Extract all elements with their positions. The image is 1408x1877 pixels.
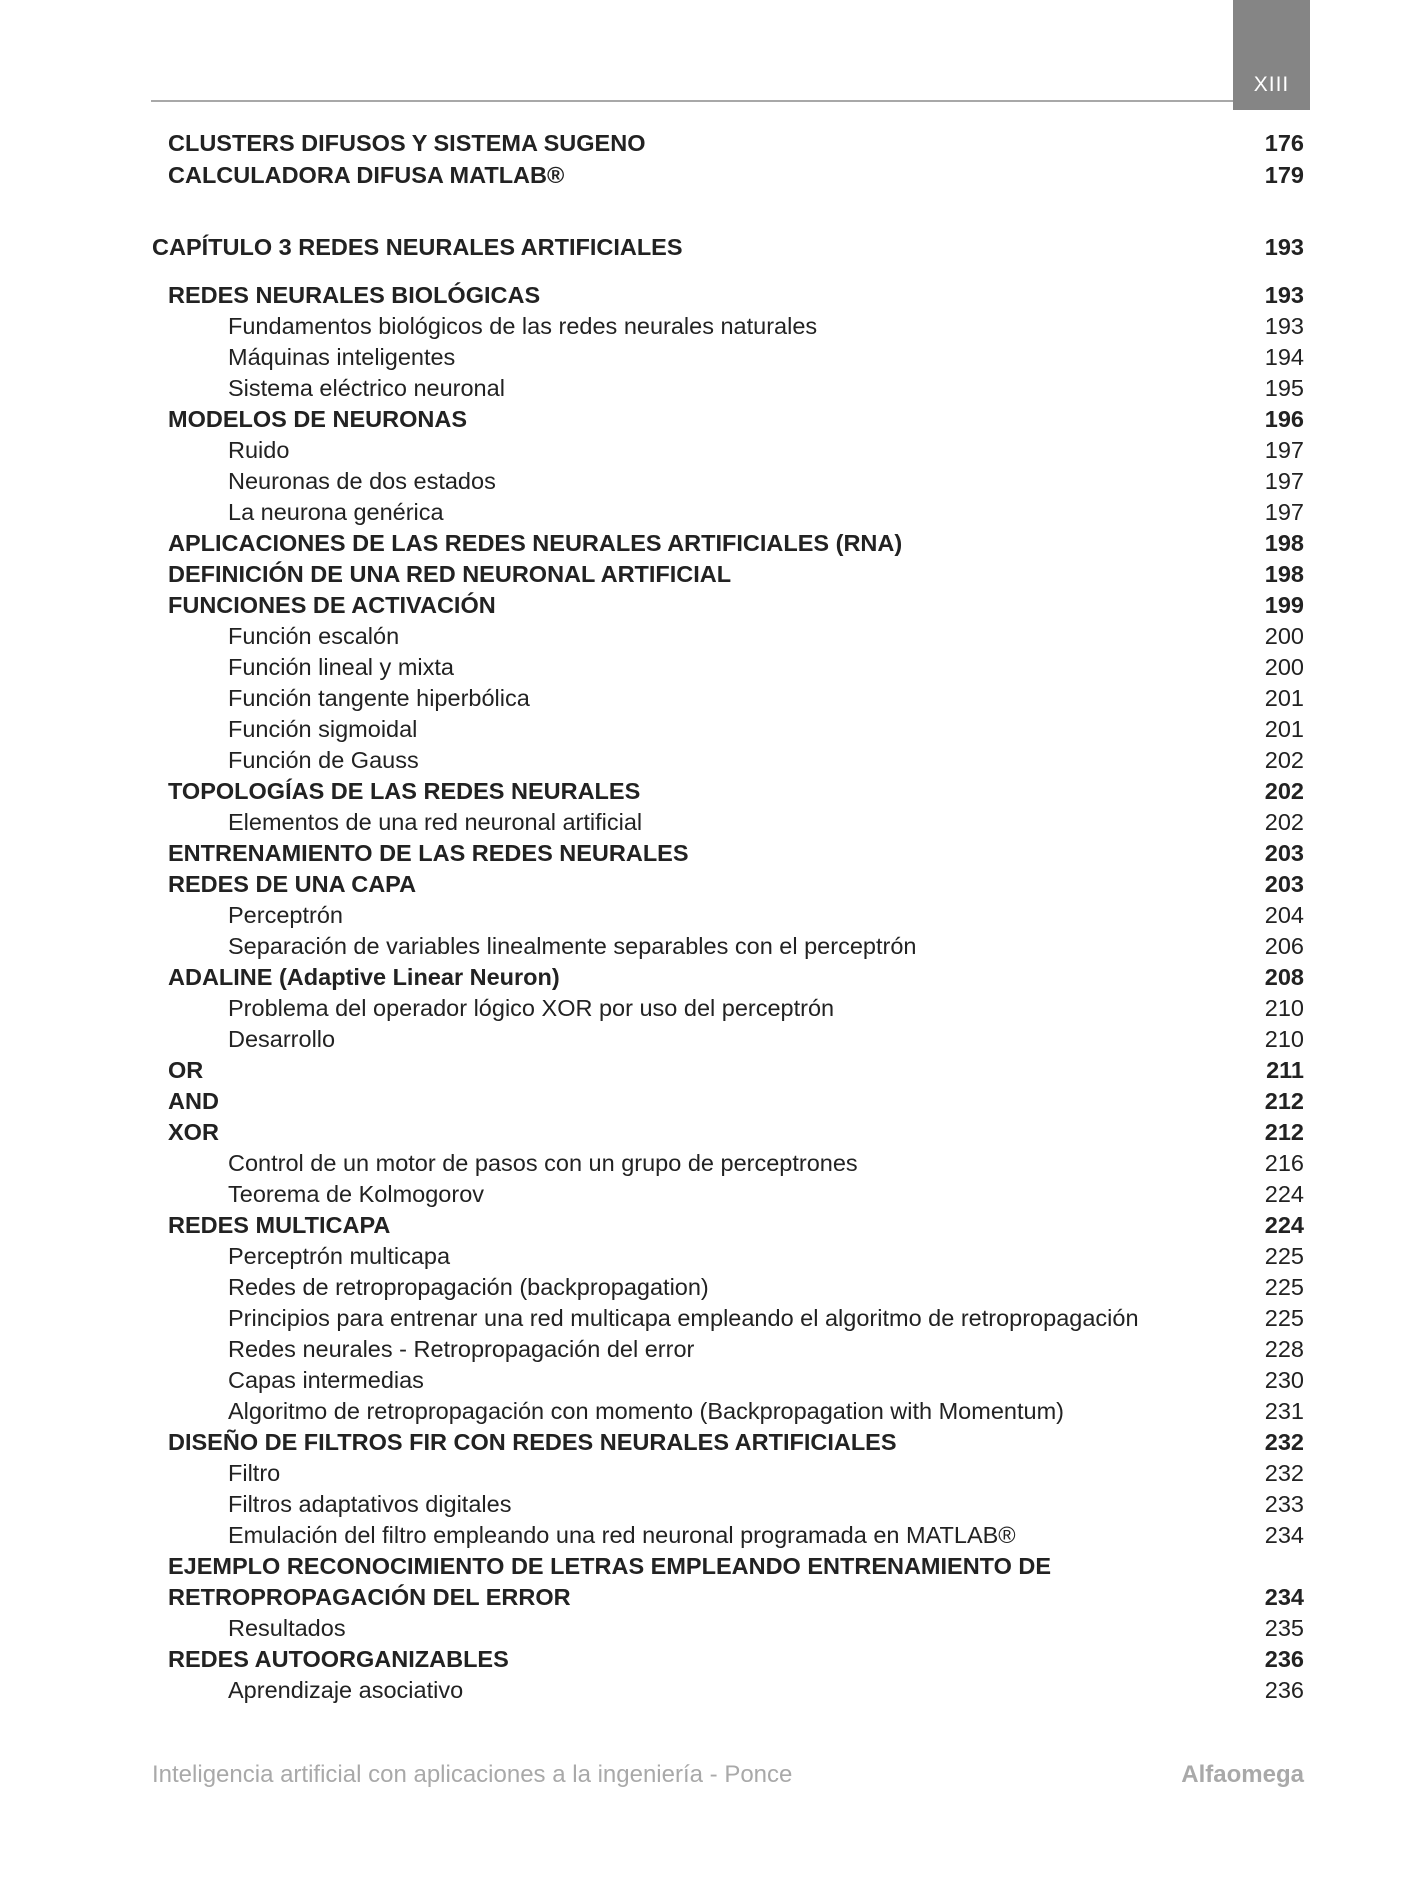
toc-entry-page: 200	[1264, 654, 1304, 680]
toc-entry-page: 197	[1264, 437, 1304, 463]
toc-entry-title: Perceptrón	[228, 902, 343, 928]
toc-entry-title: Ruido	[228, 437, 290, 463]
toc-entry-page: 224	[1264, 1181, 1304, 1207]
toc-entry	[0, 1458, 1408, 1489]
toc-entry-title: Fundamentos biológicos de las redes neurales naturales	[228, 313, 818, 339]
toc-entry-title: Control de un motor de pasos con un grupo de perceptrones	[228, 1150, 858, 1176]
toc-entry-page: 234	[1264, 1584, 1304, 1610]
toc-entry-page: 193	[1264, 282, 1304, 308]
toc-entry-title: REDES DE UNA CAPA	[168, 871, 417, 897]
toc-entry-page: 195	[1264, 375, 1304, 401]
toc-entry-title: REDES MULTICAPA	[168, 1212, 391, 1238]
toc-entry-page: 193	[1264, 313, 1304, 339]
toc-entry-page: 225	[1264, 1243, 1304, 1269]
toc-entry	[0, 1396, 1408, 1427]
toc-entry-page: 211	[1266, 1057, 1304, 1083]
toc-entry-page: 198	[1264, 561, 1304, 587]
toc-entry	[0, 1272, 1408, 1303]
toc-entry	[0, 838, 1408, 869]
toc-entry-title: REDES AUTOORGANIZABLES	[168, 1646, 509, 1672]
toc-entry-title: Perceptrón multicapa	[228, 1243, 451, 1269]
toc-entry-page: 206	[1264, 933, 1304, 959]
toc-entry-title: Filtro	[228, 1460, 281, 1486]
toc-entry-title: OR	[168, 1057, 204, 1083]
toc-entry	[0, 869, 1408, 900]
toc-entry	[0, 1427, 1408, 1458]
toc-entry	[0, 1551, 1408, 1582]
toc-entry-title: Capas intermedias	[228, 1367, 424, 1393]
page-number-tab	[1233, 0, 1310, 110]
toc-entry-title: ADALINE (Adaptive Linear Neuron)	[168, 964, 560, 990]
toc-entry-page: 193	[1264, 234, 1304, 260]
toc-entry-title: REDES NEURALES BIOLÓGICAS	[168, 282, 541, 308]
toc-entry	[0, 962, 1408, 993]
toc-entry	[0, 1117, 1408, 1148]
toc-entry	[0, 1675, 1408, 1706]
toc-entry	[0, 311, 1408, 342]
toc-entry	[0, 1520, 1408, 1551]
toc-entry	[0, 931, 1408, 962]
toc-entry-page: 204	[1264, 902, 1304, 928]
toc-entry-title: Filtros adaptativos digitales	[228, 1491, 512, 1517]
toc-entry-title: Principios para entrenar una red multicapa empleando el algoritmo de retropropagación	[228, 1305, 1139, 1331]
toc-entry	[0, 404, 1408, 435]
toc-entry-page: 210	[1264, 1026, 1304, 1052]
toc-entry-title: DISEÑO DE FILTROS FIR CON REDES NEURALES ARTIFICIALES	[168, 1429, 897, 1455]
toc-entry	[0, 1334, 1408, 1365]
toc-entry-page: 200	[1264, 623, 1304, 649]
toc-entry-title: Neuronas de dos estados	[228, 468, 496, 494]
toc-entry	[0, 342, 1408, 373]
toc-entry-title: APLICACIONES DE LAS REDES NEURALES ARTIFICIALES (RNA)	[168, 530, 903, 556]
toc-entry-title: RETROPROPAGACIÓN DEL ERROR	[168, 1584, 571, 1610]
toc-entry	[0, 1024, 1408, 1055]
toc-entry-title: Resultados	[228, 1615, 346, 1641]
toc-entry	[0, 590, 1408, 621]
toc-entry-page: 201	[1264, 716, 1304, 742]
toc-entry-page: 197	[1264, 468, 1304, 494]
toc-entry	[0, 1179, 1408, 1210]
toc-entry-page: 212	[1264, 1119, 1304, 1145]
toc-entry	[0, 1241, 1408, 1272]
toc-entry	[0, 652, 1408, 683]
toc-entry-title: Desarrollo	[228, 1026, 336, 1052]
toc-entry	[0, 466, 1408, 497]
toc-entry	[0, 807, 1408, 838]
toc-entry-title: ENTRENAMIENTO DE LAS REDES NEURALES	[168, 840, 689, 866]
toc-entry-title: Emulación del filtro empleando una red neuronal programada en MATLAB®	[228, 1522, 1016, 1548]
toc-entry-page: 235	[1264, 1615, 1304, 1641]
toc-entry-title: Función tangente hiperbólica	[228, 685, 530, 711]
toc-entry	[0, 528, 1408, 559]
toc-entry-page: 179	[1264, 162, 1304, 188]
header-rule	[151, 100, 1233, 102]
toc-entry-page: 203	[1264, 840, 1304, 866]
toc-entry	[0, 1613, 1408, 1644]
toc-entry-title: Teorema de Kolmogorov	[228, 1181, 485, 1207]
toc-entry-page: 225	[1264, 1274, 1304, 1300]
toc-entry-page: 201	[1264, 685, 1304, 711]
toc-entry	[0, 160, 1408, 191]
toc-entry	[0, 1210, 1408, 1241]
toc-entry-page: 198	[1264, 530, 1304, 556]
toc-entry-title: Redes de retropropagación (backpropagation)	[228, 1274, 709, 1300]
page-number: XIII	[1253, 73, 1290, 96]
toc-entry-page: 216	[1264, 1150, 1304, 1176]
toc-entry-title: Algoritmo de retropropagación con momento (Backpropagation with Momentum)	[228, 1398, 1064, 1424]
toc-entry	[0, 621, 1408, 652]
toc-entry	[0, 559, 1408, 590]
toc-entry-page: 176	[1264, 130, 1304, 156]
toc-entry-title: Aprendizaje asociativo	[228, 1677, 464, 1703]
toc-entry-page: 228	[1264, 1336, 1304, 1362]
toc-entry-title: CALCULADORA DIFUSA MATLAB®	[168, 162, 565, 188]
toc-entry	[0, 683, 1408, 714]
toc-entry-title: EJEMPLO RECONOCIMIENTO DE LETRAS EMPLEANDO ENTRENAMIENTO DE	[168, 1553, 1052, 1579]
toc-entry-page: 202	[1264, 778, 1304, 804]
toc-entry	[0, 435, 1408, 466]
toc-entry-title: La neurona genérica	[228, 499, 444, 525]
toc-entry	[0, 497, 1408, 528]
toc-entry	[0, 1055, 1408, 1086]
footer-publisher: Alfaomega	[1181, 1761, 1304, 1788]
toc-entry	[0, 714, 1408, 745]
toc-entry-page: 210	[1264, 995, 1304, 1021]
toc-entry-page: 194	[1264, 344, 1304, 370]
toc-entry	[0, 900, 1408, 931]
toc-entry-page: 230	[1264, 1367, 1304, 1393]
toc-entry	[0, 1303, 1408, 1334]
toc-entry-title: Función de Gauss	[228, 747, 419, 773]
toc-entry	[0, 776, 1408, 807]
toc-entry	[0, 1582, 1408, 1613]
toc-entry-page: 196	[1264, 406, 1304, 432]
toc-entry-page: 203	[1264, 871, 1304, 897]
toc-entry-title: XOR	[168, 1119, 219, 1145]
toc-entry-title: Función escalón	[228, 623, 400, 649]
toc-entry-title: AND	[168, 1088, 219, 1114]
toc-entry-page: 233	[1264, 1491, 1304, 1517]
toc-entry-title: CAPÍTULO 3 REDES NEURALES ARTIFICIALES	[152, 234, 683, 260]
toc-entry-title: Separación de variables linealmente separables con el perceptrón	[228, 933, 917, 959]
toc-entry-title: TOPOLOGÍAS DE LAS REDES NEURALES	[168, 778, 641, 804]
toc-entry	[0, 1489, 1408, 1520]
toc-entry-page: 197	[1264, 499, 1304, 525]
toc-entry-title: Función sigmoidal	[228, 716, 418, 742]
toc-entry	[0, 128, 1408, 159]
toc-entry-title: Máquinas inteligentes	[228, 344, 456, 370]
toc-entry	[0, 745, 1408, 776]
toc-entry	[0, 1148, 1408, 1179]
toc-entry	[0, 993, 1408, 1024]
toc-entry-page: 236	[1264, 1646, 1304, 1672]
toc-entry	[0, 373, 1408, 404]
toc-entry-page: 225	[1264, 1305, 1304, 1331]
toc-entry-page: 236	[1264, 1677, 1304, 1703]
toc-entry	[0, 1644, 1408, 1675]
toc-entry	[0, 1365, 1408, 1396]
toc-entry-page: 199	[1264, 592, 1304, 618]
toc-entry-page: 234	[1264, 1522, 1304, 1548]
toc-entry-title: MODELOS DE NEURONAS	[168, 406, 467, 432]
toc-entry	[0, 1086, 1408, 1117]
toc-entry	[0, 280, 1408, 311]
toc-entry-page: 232	[1264, 1460, 1304, 1486]
toc-entry-title: CLUSTERS DIFUSOS Y SISTEMA SUGENO	[168, 130, 646, 156]
toc-entry-page: 202	[1264, 809, 1304, 835]
toc-entry-page: 232	[1264, 1429, 1304, 1455]
toc-entry-title: Problema del operador lógico XOR por uso del perceptrón	[228, 995, 835, 1021]
toc-entry-title: Función lineal y mixta	[228, 654, 454, 680]
toc-entry-page: 231	[1264, 1398, 1304, 1424]
toc-entry-page: 224	[1264, 1212, 1304, 1238]
toc-entry-title: Sistema eléctrico neuronal	[228, 375, 505, 401]
toc-entry-page: 208	[1264, 964, 1304, 990]
toc-entry	[0, 232, 1408, 263]
toc-entry-title: Elementos de una red neuronal artificial	[228, 809, 643, 835]
toc-entry-title: DEFINICIÓN DE UNA RED NEURONAL ARTIFICIAL	[168, 561, 732, 587]
toc-entry-page: 212	[1264, 1088, 1304, 1114]
toc-entry-title: Redes neurales - Retropropagación del error	[228, 1336, 695, 1362]
toc-entry-title: FUNCIONES DE ACTIVACIÓN	[168, 592, 496, 618]
footer-book-title: Inteligencia artificial con aplicaciones a la ingeniería - Ponce	[152, 1761, 793, 1788]
toc-entry-page: 202	[1264, 747, 1304, 773]
